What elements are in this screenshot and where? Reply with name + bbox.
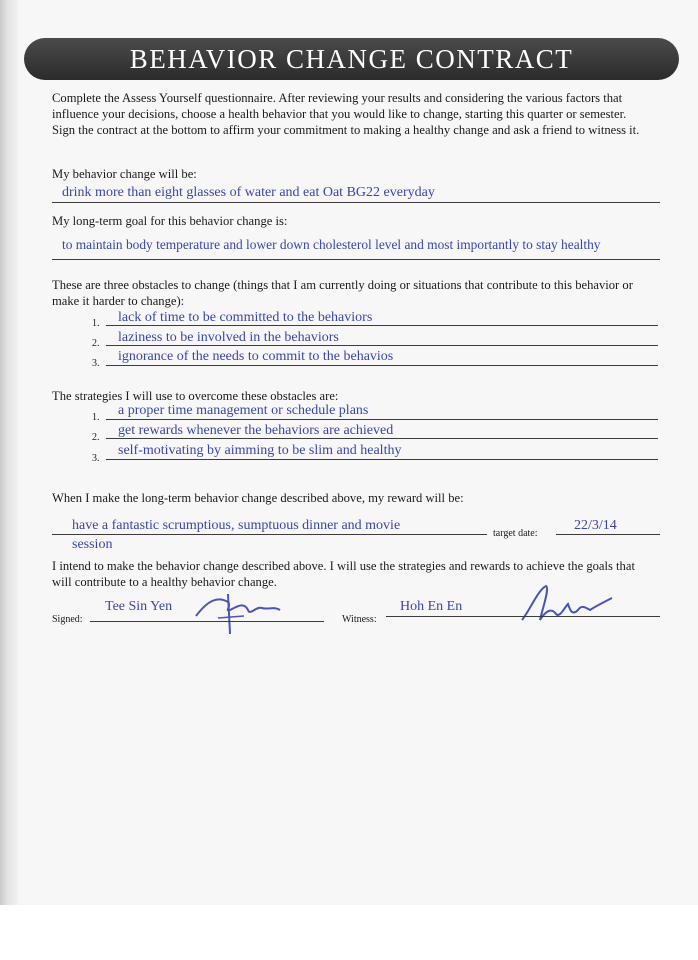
goal-label: My long-term goal for this behavior change is:: [52, 214, 288, 228]
goal-line: [52, 259, 660, 260]
target-date-value[interactable]: 22/3/14: [574, 518, 617, 533]
obstacle-number: 1.: [92, 318, 100, 329]
reward-value-line1[interactable]: have a fantastic scrumptious, sumptuous dinner and movie: [72, 518, 401, 533]
target-date-label: target date:: [493, 528, 538, 539]
witness-line: [386, 616, 660, 617]
strategy-number: 3.: [92, 453, 100, 464]
strategy-number: 2.: [92, 432, 100, 443]
behavior-line: [52, 202, 660, 203]
obstacle-2[interactable]: laziness to be involved in the behaviors: [118, 330, 339, 345]
form-title: BEHAVIOR CHANGE CONTRACT: [129, 44, 574, 74]
obstacle-line: [106, 325, 658, 326]
witness-name[interactable]: Hoh En En: [400, 599, 463, 614]
target-date-line: [556, 534, 660, 535]
scan-edge: [0, 0, 18, 905]
behavior-value[interactable]: drink more than eight glasses of water and eat Oat BG22 everyday: [62, 185, 435, 200]
strategies-label: The strategies I will use to overcome these obstacles are:: [52, 389, 339, 403]
signed-name[interactable]: Tee Sin Yen: [105, 599, 173, 614]
intro-text: Complete the Assess Yourself questionnaire. After reviewing your results and considering the various factors that influence your decisions, choose a health behavior that you would like to change, starting this quarter or semester. Sign the contract at the bottom to affirm your commitment to making a healthy change and ask a friend to witness it.: [52, 91, 640, 137]
strategy-2[interactable]: get rewards whenever the behaviors are achieved: [118, 423, 394, 438]
reward-label: When I make the long-term behavior change described above, my reward will be:: [52, 491, 464, 505]
obstacle-number: 3.: [92, 358, 100, 369]
reward-line: [52, 534, 487, 535]
strategy-line: [106, 419, 658, 420]
title-banner: [24, 38, 679, 80]
strategy-number: 1.: [92, 412, 100, 423]
strategy-line: [106, 438, 658, 439]
obstacles-label: These are three obstacles to change (things that I am currently doing or situations that contribute to this behavior or make it harder to change):: [52, 278, 633, 308]
obstacle-line: [106, 345, 658, 346]
obstacle-1[interactable]: lack of time to be committed to the behaviors: [118, 310, 373, 325]
strategy-3[interactable]: self-motivating by aimming to be slim and healthy: [118, 443, 402, 458]
obstacle-number: 2.: [92, 338, 100, 349]
signed-line: [90, 621, 324, 622]
witness-signature: [516, 580, 626, 632]
strategy-line: [106, 459, 658, 460]
signer-signature: [188, 588, 288, 636]
goal-value[interactable]: to maintain body temperature and lower down cholesterol level and most importantly to stay healthy: [62, 237, 601, 252]
obstacle-3[interactable]: ignorance of the needs to commit to the behavios: [118, 349, 394, 364]
witness-label: Witness:: [342, 614, 377, 625]
intent-text: I intend to make the behavior change described above. I will use the strategies and rewards to achieve the goals that will contribute to a healthy behavior change.: [52, 559, 635, 589]
reward-value-line2[interactable]: session: [72, 537, 113, 552]
obstacle-line: [106, 365, 658, 366]
signed-label: Signed:: [52, 614, 83, 625]
behavior-label: My behavior change will be:: [52, 167, 197, 181]
strategy-1[interactable]: a proper time management or schedule plans: [118, 403, 369, 418]
